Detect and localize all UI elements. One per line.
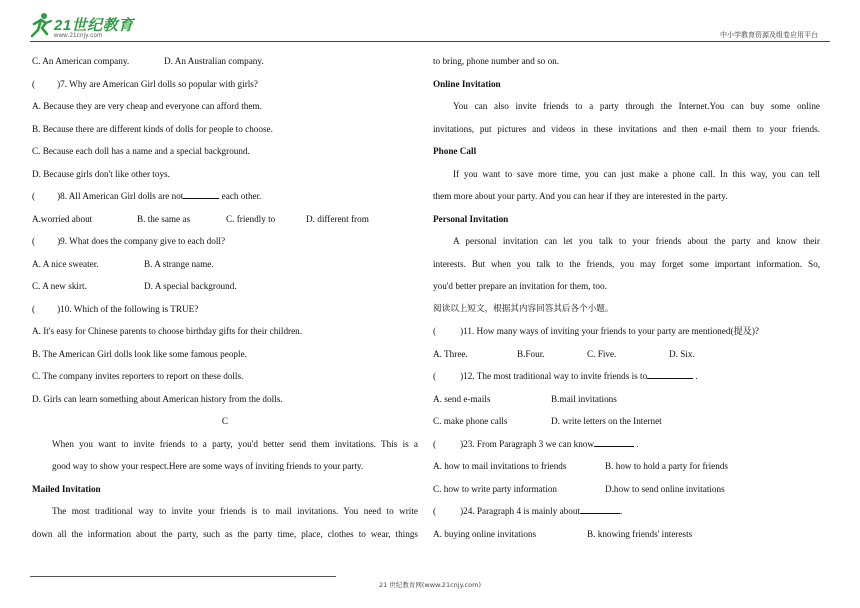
- question-text-end: .: [634, 438, 639, 449]
- footer-divider: [30, 576, 336, 577]
- option-d: D.how to send online invitations: [605, 483, 725, 494]
- q12-options-cd: [433, 410, 820, 433]
- question-text: )12. The most traditional way to invite friends is to: [460, 371, 648, 381]
- question-text: )9. What does the company give to each doll?: [57, 236, 226, 246]
- brand-url: www.21cnjy.com: [54, 33, 103, 39]
- passage-paragraph-5-end: you'd better prepare an invitation for them, too.: [433, 281, 607, 291]
- heading-phone-call: Phone Call: [433, 146, 477, 156]
- q6-options-cd: [32, 50, 418, 73]
- right-column: [433, 50, 820, 545]
- q7-option-d: D. Because girls don't like other toys.: [32, 168, 170, 179]
- q8-options: [32, 208, 418, 231]
- q23-options-cd: [433, 478, 820, 501]
- option-c: C. make phone calls: [433, 416, 508, 426]
- answer-paren: (: [32, 78, 36, 89]
- heading-online-invitation: Online Invitation: [433, 78, 501, 89]
- section-label: C: [221, 416, 229, 426]
- q9-options-ab: [32, 253, 418, 276]
- question-text: )7. Why are American Girl dolls so popular with girls?: [57, 78, 258, 89]
- brand-name: 21世纪教育: [54, 17, 134, 34]
- option-d: D. different from: [306, 213, 369, 224]
- option-c: C. A new skirt.: [32, 281, 87, 291]
- q10-option-a: A. It's easy for Chinese parents to choose birthday gifts for their children.: [32, 326, 303, 336]
- option-d: D. write letters on the Internet: [551, 416, 662, 426]
- option-b: B.Four.: [517, 348, 545, 359]
- heading-mailed-invitation: Mailed Invitation: [32, 483, 101, 494]
- option-d: D. Six.: [669, 348, 695, 359]
- q12-options-ab: [433, 388, 820, 411]
- passage-paragraph-2-cont: down all the information about the party, such as the party time, place, clothes to wear, things: [32, 528, 418, 539]
- q7-option-a: A. Because they are very cheap and everyone can afford them.: [32, 101, 262, 111]
- question-text-end: .: [620, 506, 623, 516]
- runner-logo-icon: [30, 12, 52, 38]
- reading-instruction: 阅读以上短文，根据其内容回答其后各个小题。: [433, 303, 614, 314]
- option-d: D. A special background.: [144, 281, 237, 291]
- option-b: B.mail invitations: [551, 393, 617, 404]
- passage-paragraph-2: The most traditional way to invite your friends is to mail invitations. You need to write: [52, 506, 418, 516]
- header-divider: [30, 41, 830, 42]
- answer-paren: (: [433, 438, 437, 449]
- q11-options: [433, 343, 820, 366]
- answer-paren: (: [433, 326, 437, 336]
- question-text: )8. All American Girl dolls are not: [57, 191, 184, 201]
- passage-paragraph-3: You can also invite friends to a party through the Internet.You can buy some online: [453, 101, 820, 111]
- option-c: C. An American company.: [32, 56, 130, 66]
- option-d: D. An Australian company.: [164, 56, 264, 66]
- logo: [30, 12, 150, 42]
- q10-option-d: D. Girls can learn something about American history from the dolls.: [32, 393, 283, 404]
- passage-paragraph-3-cont: invitations, put pictures and videos in these invitations and then e-mail them to your friends.: [433, 123, 820, 134]
- option-c: C. Five.: [587, 348, 617, 359]
- question-text-end: .: [693, 371, 698, 381]
- question-text: )24. Paragraph 4 is mainly about: [460, 506, 580, 516]
- option-a: A. A nice sweater.: [32, 258, 99, 269]
- answer-paren: (: [32, 303, 36, 314]
- option-c: C. friendly to: [226, 213, 276, 224]
- q23-options-ab: [433, 455, 820, 478]
- option-a: A. how to mail invitations to friends: [433, 461, 567, 471]
- q10-option-c: C. The company invites reporters to report on these dolls.: [32, 371, 244, 381]
- option-b: B. the same as: [137, 213, 191, 224]
- answer-paren: (: [32, 236, 36, 246]
- question-7: [32, 73, 418, 96]
- passage-paragraph-1: When you want to invite friends to a party, you'd better send them invitations. This is a: [52, 438, 418, 449]
- option-b: B. how to hold a party for friends: [605, 461, 728, 471]
- question-text: )11. How many ways of inviting your friends to your party are mentioned(提及)?: [460, 326, 760, 336]
- fill-blank: [580, 504, 623, 516]
- option-a: A.worried about: [32, 213, 93, 224]
- question-10: [32, 298, 418, 321]
- fill-blank: [647, 369, 693, 379]
- option-a: A. buying online invitations: [433, 528, 537, 539]
- option-b: B. A strange name.: [144, 258, 214, 269]
- q7-option-c: C. Because each doll has a name and a special background.: [32, 146, 250, 156]
- passage-paragraph-4: If you want to save more time, you can just make a phone call. In this way, you can tell: [453, 168, 820, 179]
- option-a: A. send e-mails: [433, 393, 491, 404]
- option-b: B. knowing friends' interests: [587, 528, 693, 539]
- q9-options-cd: [32, 275, 418, 298]
- fill-blank: [183, 189, 219, 199]
- question-text-end: each other.: [219, 191, 262, 201]
- passage-paragraph-1-cont: good way to show your respect.Here are some ways of inviting friends to your party.: [52, 461, 364, 471]
- question-24: [433, 500, 820, 523]
- question-text: )10. Which of the following is TRUE?: [57, 303, 199, 314]
- heading-personal-invitation: Personal Invitation: [433, 213, 509, 224]
- answer-paren: (: [32, 191, 36, 201]
- platform-title: 中小学教育资源及组卷应用平台: [720, 31, 818, 39]
- option-c: C. how to write party information: [433, 483, 558, 494]
- question-12: [433, 365, 820, 388]
- question-text: )23. From Paragraph 3 we can know: [460, 438, 595, 449]
- question-8: [32, 185, 418, 208]
- answer-paren: (: [433, 371, 437, 381]
- answer-paren: (: [433, 506, 437, 516]
- question-23: [433, 433, 820, 456]
- page-header: [0, 0, 860, 44]
- option-a: A. Three.: [433, 348, 468, 359]
- q10-option-b: B. The American Girl dolls look like some famous people.: [32, 348, 247, 359]
- passage-paragraph-2-end: to bring, phone number and so on.: [433, 56, 560, 66]
- q24-options-ab: [433, 523, 820, 546]
- passage-paragraph-5: A personal invitation can let you talk to your friends about the party and know their: [453, 236, 820, 246]
- q7-option-b: B. Because there are different kinds of dolls for people to choose.: [32, 123, 273, 134]
- fill-blank: [594, 437, 634, 447]
- left-column: [32, 50, 418, 545]
- passage-paragraph-4-cont: them more about your party. And you can hear if they are interested in the party.: [433, 191, 728, 201]
- footer-text: 21 世纪教育网(www.21cnjy.com): [379, 581, 481, 589]
- question-9: [32, 230, 418, 253]
- question-11: [433, 320, 820, 343]
- passage-paragraph-5-cont: interests. But when you talk to the friends, you may forget some important information. So,: [433, 258, 820, 269]
